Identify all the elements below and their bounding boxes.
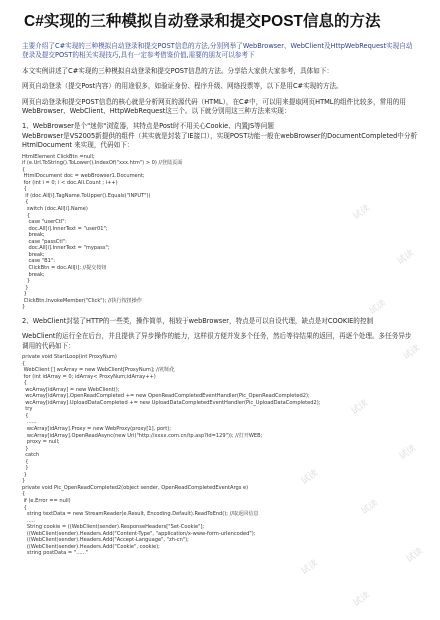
watermark-text: 试读 bbox=[349, 398, 371, 417]
code-line: string textData = new StreamReader(e.Result, Encoding.Default).ReadToEnd(); //取返回信息 bbox=[22, 511, 259, 518]
code-line: try bbox=[22, 406, 33, 413]
code-line: } bbox=[22, 278, 31, 285]
code-line: HtmlDocument doc = webBrowser1.Document; bbox=[22, 173, 145, 180]
code-line: wcArray[idArray] = new WebClient(); bbox=[22, 386, 120, 393]
watermark-text: 试读 bbox=[351, 203, 373, 222]
webbrowser-paragraph: WebBrowser是VS2005新提供的组件（其实就是封装了IE接口），实现POST功能一般在webBrowser的DocumentCompleted中分析HtmlDocument 来实现，代码如下： bbox=[22, 131, 418, 150]
code-line: { bbox=[22, 212, 31, 219]
code-line: string postData = "......" bbox=[22, 550, 89, 557]
code-line: private void StartLoop(int ProxyNum) bbox=[22, 354, 117, 360]
code-line: } bbox=[22, 478, 26, 485]
code-line: } bbox=[22, 304, 26, 311]
code-line: break; bbox=[22, 232, 45, 239]
code-line: { bbox=[22, 380, 27, 387]
code-line: for (int idArray = 0; idArray< ProxyNum;idArray++) bbox=[22, 373, 156, 380]
code-line: break; bbox=[22, 271, 45, 278]
code-line: } bbox=[22, 471, 27, 478]
code-line: if (e.Url.ToString().ToLower().IndexOf("xxx.htm") > 0) //登陆页面 bbox=[22, 160, 183, 167]
core-paragraph: 网页自动登录和提交POST信息的核心就是分析网页的源代码（HTML），在C#中，可以用来提取网页HTML的组件比较多，常用的用WebBrowser、WebClient、HttpWebRequest这三个。以下就分别用这三种方法来实现： bbox=[22, 97, 406, 116]
code-line: ((WebClient)sender).Headers.Add("Content-Type", "application/x-www-form-urlencoded"); bbox=[22, 530, 256, 537]
summary-paragraph: 主要介绍了C#实现的三种模拟自动登录和提交POST信息的方法,分别列举了WebBrowser、WebClient及HttpWebRequest实现自动登录及提交POST的相关实现技巧,具有一定参考借鉴价值,需要的朋友可以参考下 bbox=[22, 42, 413, 60]
code-line: ClickBtn.InvokeMember("Click"); //执行按扭操作 bbox=[22, 297, 142, 304]
code-line: HtmlElement ClickBtn =null; bbox=[22, 153, 95, 160]
code-line: if (e.Error == null) bbox=[22, 498, 71, 505]
code-line: if (doc.All[i].TagName.ToUpper().Equals("INPUT")) bbox=[22, 192, 151, 199]
code-line: wcArray[idArray].UploadDataCompleted += new UploadDataCompletedEventHandler(Pic_UploadDataCompleted2); bbox=[22, 399, 321, 406]
code-line: { bbox=[22, 458, 29, 465]
code-line: wcArray[idArray].OpenReadAsync(new Uri("http://xxxx.com.cn/tp.asp?Id=129")); //打开WEB; bbox=[22, 432, 263, 439]
intro-paragraph: 本文实例讲述了C#实现的三种模拟自动登录和提交POST信息的方法。分享给大家供大家参考，具体如下： bbox=[22, 66, 334, 75]
code-line: ...... bbox=[22, 419, 37, 426]
document-page bbox=[22, 12, 418, 563]
page-title: C#实现的三种模拟自动登录和提交POST信息的方法 bbox=[24, 13, 381, 30]
code-line: doc.All[i].InnerText = "user01"; bbox=[22, 225, 108, 232]
code-line: ClickBtn = doc.All[i]; //提交按钮 bbox=[22, 264, 107, 271]
code-line: case "passCtl": bbox=[22, 238, 67, 245]
webclient-paragraph: WebClient的运行全在后台，并且提供了异步操作的能力，这样很方便并发多个任务，然后等待结果的返回，再逐个处理。多任务异步调用的代码如下： bbox=[22, 332, 412, 350]
code-line: { bbox=[22, 491, 26, 498]
code-line: { bbox=[22, 412, 29, 419]
watermark-text: 试读 bbox=[404, 546, 426, 565]
code-line: switch (doc.All[i].Name) bbox=[22, 206, 88, 213]
code-line: { bbox=[22, 360, 26, 367]
code-line: case "userCtl": bbox=[22, 219, 67, 226]
watermark-text: 试读 bbox=[299, 558, 321, 577]
code-line: } bbox=[22, 465, 29, 472]
code-line: case "B1": bbox=[22, 258, 55, 265]
code-line: ((WebClient)sender).Headers.Add("Accept-Language", "zh-cn"); bbox=[22, 537, 189, 544]
code-line: } bbox=[22, 445, 29, 452]
code-line: WebClient [] wcArray = new WebClient[ProxyNum]; //初始化 bbox=[22, 367, 175, 374]
code-line: catch bbox=[22, 452, 40, 459]
watermark-text: 试读 bbox=[359, 498, 381, 517]
code-line: { bbox=[22, 186, 27, 193]
code-line: doc.All[i].InnerText = "mypass"; bbox=[22, 245, 110, 252]
code-line: for (int i = 0; i < doc.All.Count ; i++) bbox=[22, 179, 118, 186]
code-block-webbrowser bbox=[22, 154, 418, 311]
code-line: wcArray[idArray].Proxy = new WebProxy(proxy[1], port); bbox=[22, 426, 171, 433]
code-line: break; bbox=[22, 251, 45, 258]
webclient-heading: 2、WebClient封装了HTTP的一些类，操作简单，相较于webBrowser，特点是可以自设代理，缺点是对COOKIE的控制 bbox=[22, 316, 374, 325]
code-line: } bbox=[22, 284, 29, 291]
watermark-text: 试读 bbox=[299, 468, 321, 487]
code-block-webclient bbox=[22, 354, 418, 557]
watermark-text: 试读 bbox=[395, 248, 417, 267]
code-line: ((WebClient)sender).Headers.Add("Cookie", cookie); bbox=[22, 543, 160, 550]
code-line: wcArray[idArray].OpenReadCompleted += new OpenReadCompletedEventHandler(Pic_OpenReadCompleted2); bbox=[22, 393, 310, 400]
watermark-text: 试读 bbox=[397, 443, 419, 462]
webbrowser-heading: 1、WebBrowser是个"迷你"浏览器，其特点是Post时不用关心Cookie、内置JS等问题 bbox=[22, 122, 274, 131]
purpose-paragraph: 网页自动登录（提交Post内容）的用途很多，如验证身份、程序升级、网络投票等，以下是用C#实现的方法。 bbox=[22, 82, 343, 91]
code-line: String cookie = ((WebClient)sender).ResponseHeaders["Set-Cookie"]; bbox=[22, 524, 205, 531]
code-line: private void Pic_OpenReadCompleted2(object sender, OpenReadCompletedEventArgs e) bbox=[22, 484, 249, 491]
code-line: { bbox=[22, 166, 26, 173]
code-line: { bbox=[22, 199, 29, 206]
code-line: { bbox=[22, 504, 27, 511]
code-line: proxy = null; bbox=[22, 439, 60, 446]
code-line: } bbox=[22, 291, 27, 298]
watermark-text: 试读 bbox=[351, 590, 373, 609]
code-line: ..... bbox=[22, 517, 35, 524]
watermark-text: 试读 bbox=[367, 298, 389, 317]
watermark-text: 试读 bbox=[401, 343, 423, 362]
